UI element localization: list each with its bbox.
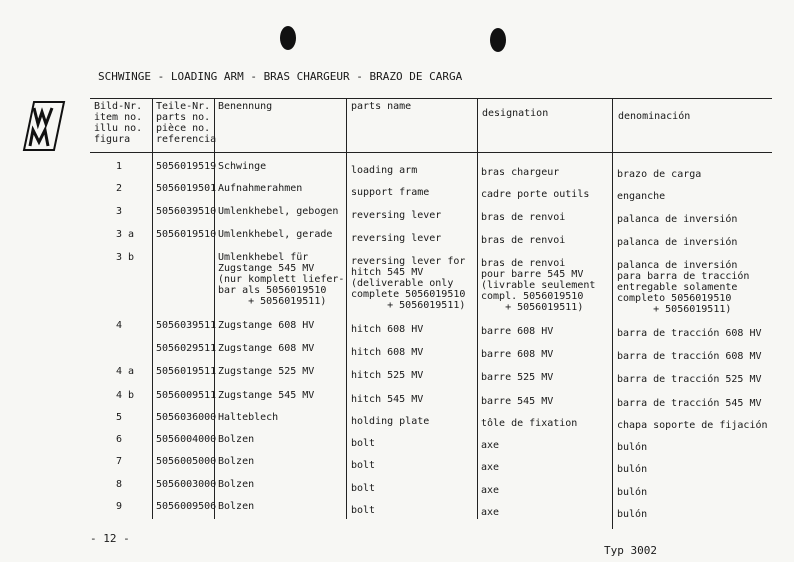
row-11-fig: 6 <box>116 434 123 445</box>
row-14-fig: 9 <box>116 501 123 512</box>
row-8-es: barra de tracción 525 MV <box>617 374 762 385</box>
column-divider <box>477 99 478 519</box>
row-11-es: bulón <box>617 442 648 453</box>
row-12-part: 5056005000 <box>156 456 217 467</box>
row-3-de: Umlenkhebel, gebogen <box>218 206 339 217</box>
row-3-fr: bras de renvoi <box>481 212 566 223</box>
header-top-rule <box>90 98 772 99</box>
row-8-de: Zugstange 525 MV <box>218 366 315 377</box>
row-14-es: bulón <box>617 509 648 520</box>
column-divider <box>346 99 347 519</box>
page-number: - 12 - <box>90 532 130 545</box>
row-6-part: 5056039511 <box>156 320 217 331</box>
type-label: Typ 3002 <box>604 544 657 557</box>
row-4-part: 5056019510 <box>156 229 217 240</box>
row-11-de: Bolzen <box>218 434 255 445</box>
header-parts-name: parts name <box>351 101 412 112</box>
row-1-en: loading arm <box>351 165 418 176</box>
row-8-en: hitch 525 MV <box>351 370 424 381</box>
row-10-es: chapa soporte de fijación <box>617 420 768 431</box>
row-14-fr: axe <box>481 507 500 518</box>
row-5-en: reversing lever for hitch 545 MV (deliverable only complete 5056019510 + 5056019511) <box>351 256 466 311</box>
row-8-part: 5056019511 <box>156 366 217 377</box>
column-divider <box>612 99 613 529</box>
row-8-fig: 4 a <box>116 366 135 377</box>
row-12-en: bolt <box>351 460 376 471</box>
row-9-fig: 4 b <box>116 390 135 401</box>
row-7-fr: barre 608 MV <box>481 349 554 360</box>
row-4-de: Umlenkhebel, gerade <box>218 229 333 240</box>
header-benennung: Benennung <box>218 101 273 112</box>
row-7-de: Zugstange 608 MV <box>218 343 315 354</box>
row-12-de: Bolzen <box>218 456 255 467</box>
row-13-fr: axe <box>481 485 500 496</box>
row-6-es: barra de tracción 608 HV <box>617 328 762 339</box>
row-1-de: Schwinge <box>218 161 267 172</box>
row-10-en: holding plate <box>351 416 430 427</box>
row-10-part: 5056036000 <box>156 412 217 423</box>
row-12-fr: axe <box>481 462 500 473</box>
header-denominacion: denominación <box>618 111 691 122</box>
row-2-fig: 2 <box>116 183 123 194</box>
row-4-es: palanca de inversión <box>617 237 738 248</box>
header-designation: designation <box>482 108 549 119</box>
row-13-de: Bolzen <box>218 479 255 490</box>
header-teile-nr: Teile-Nr. parts no. pièce no. referencia <box>156 101 217 145</box>
punch-hole-left <box>280 26 296 50</box>
row-5-fr: bras de renvoi pour barre 545 MV (livrable seulement compl. 5056019510 + 5056019511) <box>481 258 596 313</box>
row-9-es: barra de tracción 545 MV <box>617 398 762 409</box>
row-10-fr: tôle de fixation <box>481 418 578 429</box>
row-3-part: 5056039510 <box>156 206 217 217</box>
row-4-fig: 3 a <box>116 229 135 240</box>
row-10-de: Halteblech <box>218 412 279 423</box>
row-6-en: hitch 608 HV <box>351 324 424 335</box>
row-13-part: 5056003000 <box>156 479 217 490</box>
row-7-part: 5056029511 <box>156 343 217 354</box>
row-8-fr: barre 525 MV <box>481 372 554 383</box>
header-bottom-rule <box>90 152 772 153</box>
row-6-fig: 4 <box>116 320 123 331</box>
row-14-part: 5056009506 <box>156 501 217 512</box>
row-9-en: hitch 545 MV <box>351 394 424 405</box>
row-13-es: bulón <box>617 487 648 498</box>
row-3-en: reversing lever <box>351 210 442 221</box>
punch-hole-right <box>490 28 506 52</box>
row-2-part: 5056019501 <box>156 183 217 194</box>
row-6-fr: barre 608 HV <box>481 326 554 337</box>
row-2-fr: cadre porte outils <box>481 189 590 200</box>
column-divider <box>152 99 153 519</box>
row-2-en: support frame <box>351 187 430 198</box>
page-title: SCHWINGE - LOADING ARM - BRAS CHARGEUR - BRAZO DE CARGA <box>98 70 463 83</box>
row-5-es: palanca de inversión para barra de tracción entregable solamente completo 5056019510 + 5056019511) <box>617 260 750 315</box>
row-9-de: Zugstange 545 MV <box>218 390 315 401</box>
row-5-fig: 3 b <box>116 252 135 263</box>
wm-logo <box>22 100 66 152</box>
row-4-en: reversing lever <box>351 233 442 244</box>
header-bild-nr: Bild-Nr. item no. illu no. figura <box>94 101 143 145</box>
row-12-es: bulón <box>617 464 648 475</box>
row-5-de: Umlenkhebel für Zugstange 545 MV (nur komplett liefer- bar als 5056019510 + 5056019511) <box>218 252 345 307</box>
row-2-es: enganche <box>617 191 666 202</box>
row-9-part: 5056009511 <box>156 390 217 401</box>
row-11-fr: axe <box>481 440 500 451</box>
row-6-de: Zugstange 608 HV <box>218 320 315 331</box>
row-2-de: Aufnahmerahmen <box>218 183 303 194</box>
row-4-fr: bras de renvoi <box>481 235 566 246</box>
row-13-fig: 8 <box>116 479 123 490</box>
row-1-es: brazo de carga <box>617 169 702 180</box>
row-7-en: hitch 608 MV <box>351 347 424 358</box>
row-1-fr: bras chargeur <box>481 167 560 178</box>
row-11-part: 5056004000 <box>156 434 217 445</box>
row-1-fig: 1 <box>116 161 123 172</box>
row-3-fig: 3 <box>116 206 123 217</box>
row-13-en: bolt <box>351 483 376 494</box>
row-12-fig: 7 <box>116 456 123 467</box>
row-14-en: bolt <box>351 505 376 516</box>
row-14-de: Bolzen <box>218 501 255 512</box>
row-1-part: 5056019519 <box>156 161 217 172</box>
row-9-fr: barre 545 MV <box>481 396 554 407</box>
row-7-es: barra de tracción 608 MV <box>617 351 762 362</box>
row-11-en: bolt <box>351 438 376 449</box>
row-10-fig: 5 <box>116 412 123 423</box>
row-3-es: palanca de inversión <box>617 214 738 225</box>
